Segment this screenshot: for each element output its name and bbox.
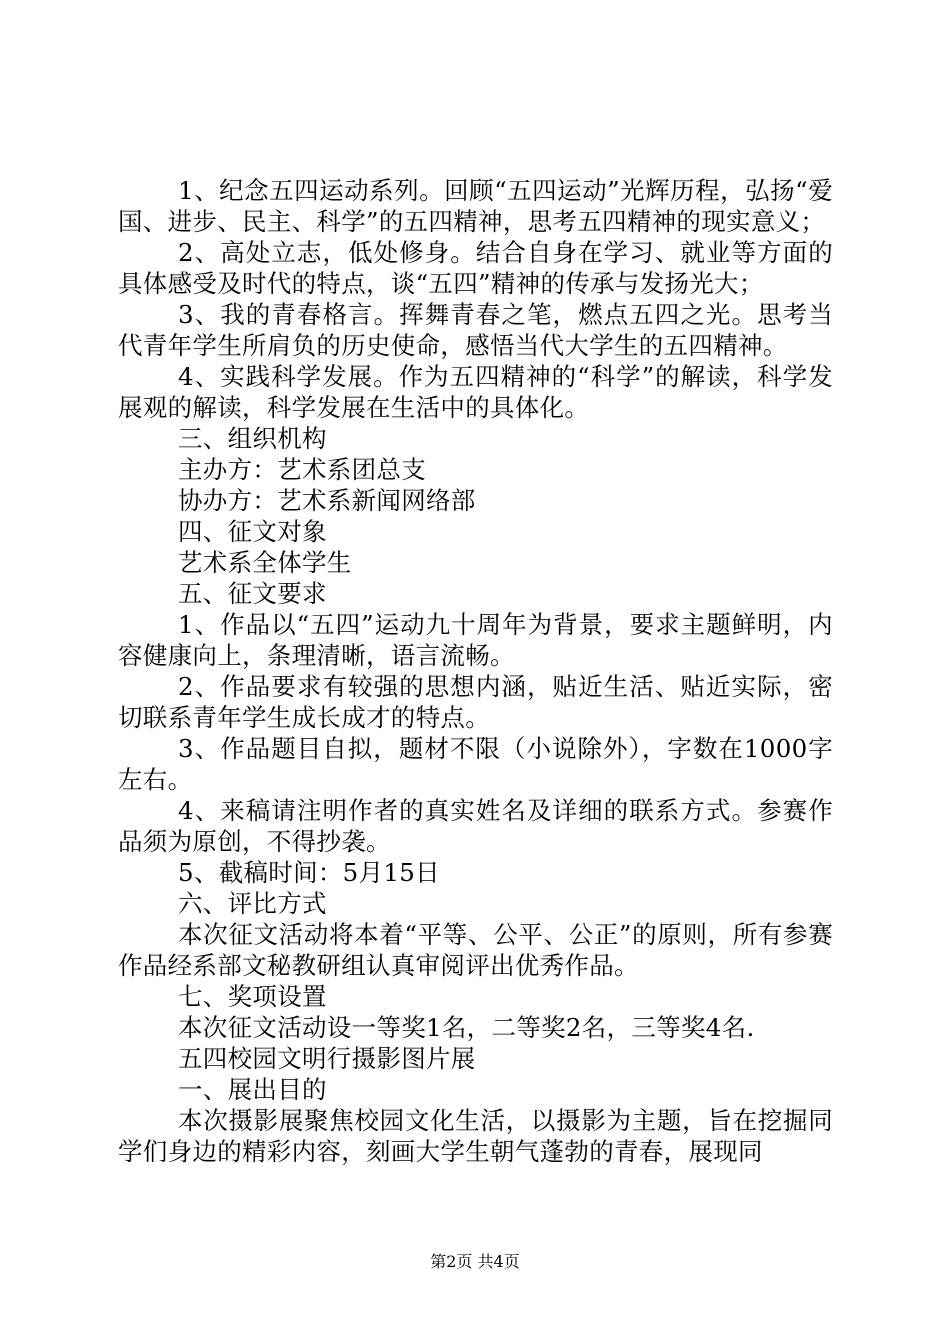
paragraph-requirement-1: 1、作品以“五四”运动九十周年为背景，要求主题鲜明，内容健康向上，条理清晰，语言流畅。 (118, 610, 833, 670)
exhibition-title: 五四校园文明行摄影图片展 (178, 1044, 476, 1073)
paragraph-topic-3: 3、我的青春格言。挥舞青春之笔，燃点五四之光。思考当代青年学生所肩负的历史使命，感悟当代大学生的五四精神。 (118, 300, 833, 360)
section-heading-organization: 三、组织机构 (178, 424, 327, 453)
paragraph-requirement-2: 2、作品要求有较强的思想内涵，贴近生活、贴近实际，密切联系青年学生成长成才的特点。 (118, 672, 833, 732)
section-heading-purpose: 一、展出目的 (178, 1075, 327, 1104)
organizer-line: 主办方：艺术系团总支 (178, 455, 426, 484)
paragraph-topic-1: 1、纪念五四运动系列。回顾“五四运动”光辉历程，弘扬“爱国、进步、民主、科学”的五四精神，思考五四精神的现实意义； (118, 176, 833, 236)
paragraph-requirement-3: 3、作品题目自拟，题材不限（小说除外），字数在1000字左右。 (118, 734, 833, 794)
section-heading-requirements: 五、征文要求 (178, 579, 327, 608)
section-heading-judging: 六、评比方式 (178, 889, 327, 918)
paragraph-topic-2: 2、高处立志，低处修身。结合自身在学习、就业等方面的具体感受及时代的特点，谈“五四”精神的传承与发扬光大； (118, 238, 833, 298)
page-footer (0, 1252, 950, 1272)
co-organizer-line: 协办方：艺术系新闻网络部 (178, 486, 476, 515)
paragraph-requirement-4: 4、来稿请注明作者的真实姓名及详细的联系方式。参赛作品须为原创，不得抄袭。 (118, 796, 833, 856)
document-body (118, 175, 833, 1167)
deadline-line: 5、截稿时间：5月15日 (178, 858, 440, 887)
paragraph-purpose: 本次摄影展聚焦校园文化生活，以摄影为主题，旨在挖掘同学们身边的精彩内容，刻画大学生朝气蓬勃的青春，展现同 (118, 1106, 833, 1166)
awards-line: 本次征文活动设一等奖1名，二等奖2名，三等奖4名. (178, 1013, 755, 1042)
section-heading-audience: 四、征文对象 (178, 517, 327, 546)
paragraph-judging: 本次征文活动将本着“平等、公平、公正”的原则，所有参赛作品经系部文秘教研组认真审阅评出优秀作品。 (118, 920, 833, 980)
section-heading-awards: 七、奖项设置 (178, 982, 327, 1011)
page-number-label: 第2页 共4页 (430, 1252, 520, 1271)
paragraph-topic-4: 4、实践科学发展。作为五四精神的“科学”的解读，科学发展观的解读，科学发展在生活中的具体化。 (118, 362, 833, 422)
audience-line: 艺术系全体学生 (178, 548, 352, 577)
